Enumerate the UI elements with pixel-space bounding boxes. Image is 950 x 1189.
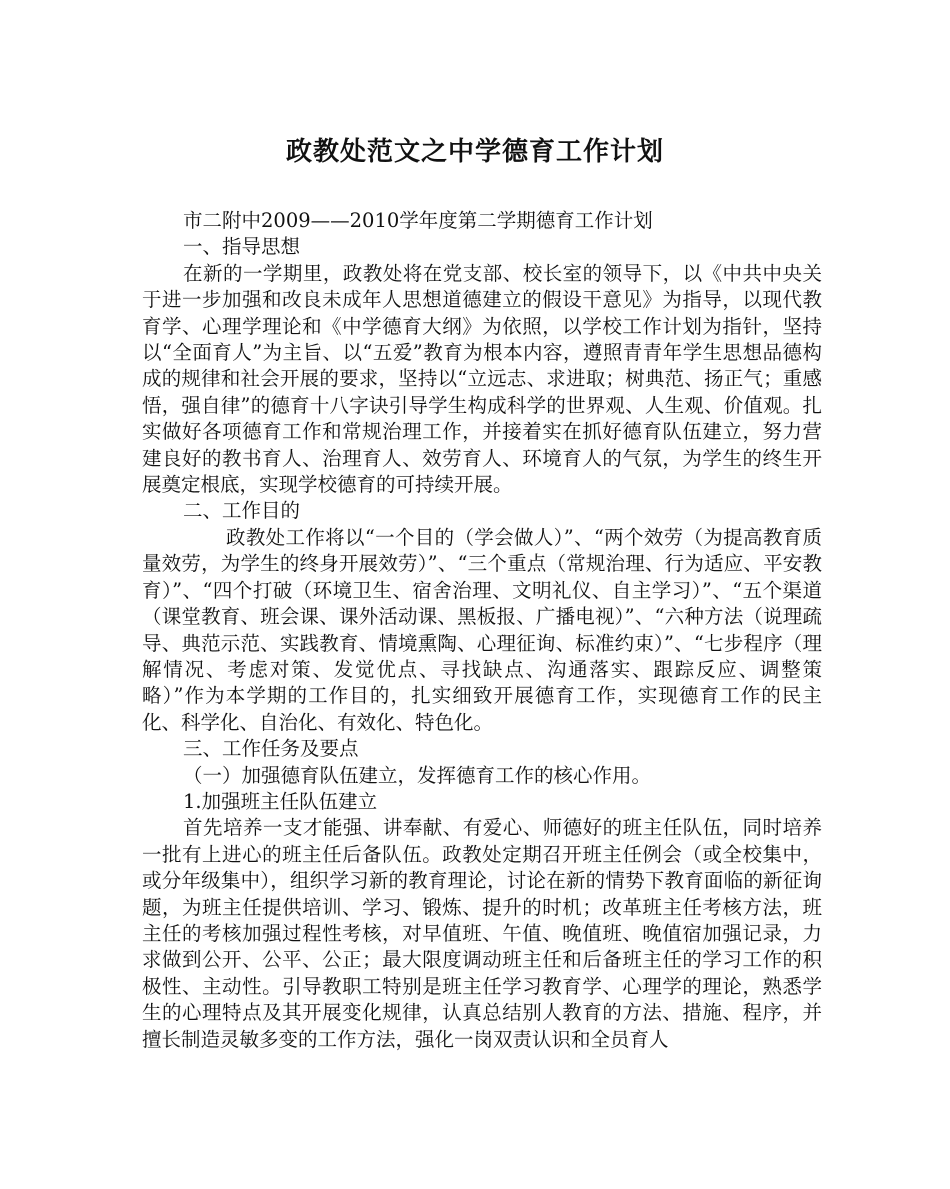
section-heading-work-goals: 二、工作目的 — [183, 499, 301, 523]
paragraph-class-teachers: 首先培养一支才能强、讲奉献、有爱心、师德好的班主任队伍，同时培养一批有上进心的班主任后备队伍。政教处定期召开班主任例会（或全校集中，或分年级集中），组织学习新的教育理论，讨论在新的情势下教育面临的新征询题，为班主任提供培训、学习、锻炼、提升的时机；改革班主任考核方法，班主任的考核加强过程性考核，对早值班、午值、晚值班、晚值宿加强记录，力求做到公开、公平、公正；最大限度调动班主任和后备班主任的学习工作的积极性、主动性。引导教职工特别是班主任学习教育学、心理学的理论，熟悉学生的心理特点及其开展变化规律，认真总结别人教育的方法、措施、程序，并擅长制造灵敏多变的工作方法，强化一岗双责认识和全员育人 — [142, 816, 822, 1051]
section-heading-tasks: 三、工作任务及要点 — [183, 737, 359, 761]
item-heading-class-teachers: 1.加强班主任队伍建立 — [183, 789, 378, 813]
section-heading-guiding-ideology: 一、指导思想 — [183, 235, 301, 259]
subsection-heading-team-building: （一）加强德育队伍建立，发挥德育工作的核心作用。 — [183, 763, 652, 787]
document-body — [142, 208, 822, 1053]
paragraph-guiding-ideology: 在新的一学期里，政教处将在党支部、校长室的领导下，以《中共中央关于进一步加强和改良未成年人思想道德建立的假设干意见》为指导，以现代教育学、心理学理论和《中学德育大纲》为依照，以学校工作计划为指针，坚持以“全面育人”为主旨、以“五爱”教育为根本内容，遵照青青年学生思想品德构成的规律和社会开展的要求，坚持以“立远志、求进取；树典范、扬正气；重感悟，强自律”的德育十八字诀引导学生构成科学的世界观、人生观、价值观。扎实做好各项德育工作和常规治理工作，并接着实在抓好德育队伍建立，努力营建良好的教书育人、治理育人、效劳育人、环境育人的气氛，为学生的终生开展奠定根底，实现学校德育的可持续开展。 — [142, 261, 822, 497]
plan-subtitle: 市二附中2009——2010学年度第二学期德育工作计划 — [183, 209, 653, 232]
paragraph-work-goals: 政教处工作将以“一个目的（学会做人）”、“两个效劳（为提高教育质量效劳，为学生的终身开展效劳）”、“三个重点（常规治理、行为适应、平安教育）”、“四个打破（环境卫生、宿舍治理、文明礼仪、自主学习）”、“五个渠道（课堂教育、班会课、课外活动课、黑板报、广播电视）”、“六种方法（说理疏导、典范示范、实践教育、情境熏陶、心理征询、标准约束）”、“七步程序（理解情况、考虑对策、发觉优点、寻找缺点、沟通落实、跟踪反应、调整策略）”作为本学期的工作目的，扎实细致开展德育工作，实现德育工作的民主化、科学化、自治化、有效化、特色化。 — [142, 525, 822, 734]
page-title: 政教处范文之中学德育工作计划 — [285, 137, 664, 167]
